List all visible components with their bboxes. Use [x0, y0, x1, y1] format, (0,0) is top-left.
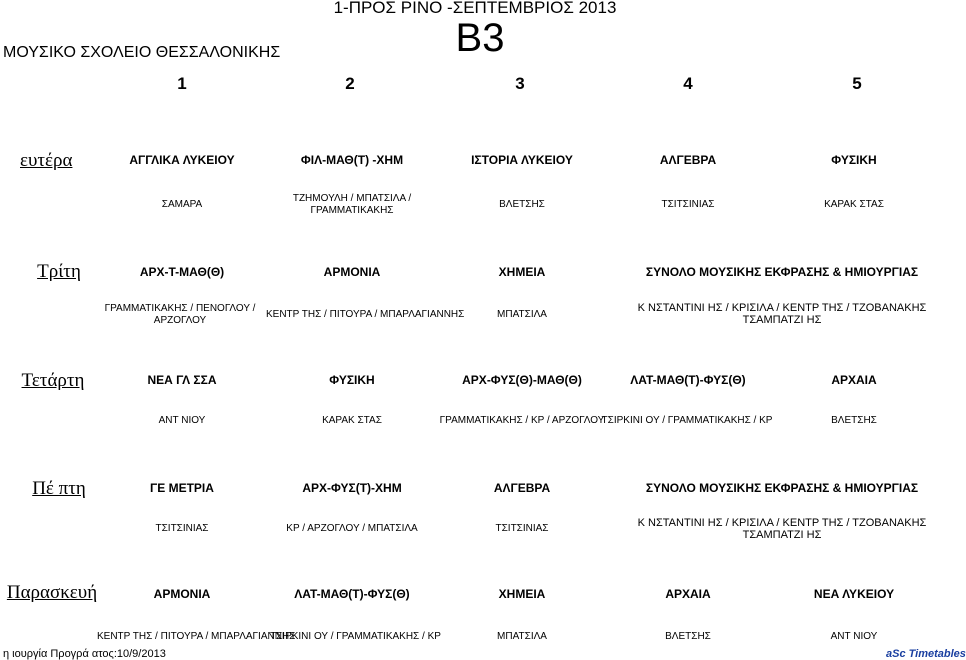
subject-cell: ΛΑΤ-ΜΑΘ(Τ)-ΦΥΣ(Θ) — [294, 587, 410, 601]
period-header: 5 — [852, 74, 862, 93]
subject-cell: ΑΛΓΕΒΡΑ — [493, 481, 551, 495]
period-header: 4 — [683, 74, 693, 93]
subject-cell: ΑΡΜΟΝΙΑ — [153, 587, 211, 601]
subject-cell: ΑΛΓΕΒΡΑ — [659, 153, 717, 167]
teacher-cell: Κ ΝΣΤΑΝΤΙΝΙ ΗΣ / ΚΡΙΣΙΛΑ / ΚΕΝΤΡ ΤΗΣ / ΤΖΟΒΑΝΑΚΗΣ ΤΣΑΜΠΑΤΖΙ ΗΣ — [637, 302, 927, 326]
teacher-cell: ΓΡΑΜΜΑΤΙΚΑΚΗΣ / ΚΡ / ΑΡΖΟΓΛΟΥ — [439, 415, 605, 426]
subject-cell: ΑΡΧΑΙΑ — [831, 373, 877, 387]
subject-cell: ΑΡΧ-ΦΥΣ(Τ)-ΧΗΜ — [302, 481, 402, 495]
teacher-cell: ΤΖΗΜΟΥΛΗ / ΜΠΑΤΣΙΛΑ / ΓΡΑΜΜΑΤΙΚΑΚΗΣ — [292, 193, 412, 216]
teacher-cell: ΤΣΙΤΣΙΝΙΑΣ — [661, 199, 715, 210]
teacher-cell: ΤΣΙΤΣΙΝΙΑΣ — [495, 523, 549, 534]
teacher-cell: ΚΕΝΤΡ ΤΗΣ / ΠΙΤΟΥΡΑ / ΜΠΑΡΛΑΓΙΑΝΝΗΣ — [266, 309, 465, 320]
teacher-cell: ΒΛΕΤΣΗΣ — [831, 415, 877, 426]
teacher-cell: ΑΝΤ ΝΙΟΥ — [158, 415, 206, 426]
teacher-cell: ΜΠΑΤΣΙΛΑ — [497, 631, 547, 642]
subject-cell: ΝΕΑ ΛΥΚΕΙΟΥ — [813, 587, 895, 601]
teacher-cell: ΒΛΕΤΣΗΣ — [665, 631, 711, 642]
subject-cell: ΦΥΣΙΚΗ — [329, 373, 375, 387]
teacher-cell: ΚΑΡΑΚ ΣΤΑΣ — [824, 199, 884, 210]
teacher-cell: ΣΑΜΑΡΑ — [161, 199, 203, 210]
day-label-tuesday: Τρίτη — [37, 261, 81, 282]
period-header: 1 — [177, 74, 187, 93]
period-header: 3 — [515, 74, 525, 93]
creation-date: η ιουργία Προγρά ατος:10/9/2013 — [3, 648, 166, 660]
school-name: ΜΟΥΣΙΚΟ ΣΧΟΛΕΙΟ ΘΕΣΣΑΛΟΝΙΚΗΣ — [3, 44, 281, 61]
teacher-cell: ΚΑΡΑΚ ΣΤΑΣ — [322, 415, 382, 426]
subject-cell: ΑΡΧΑΙΑ — [665, 587, 711, 601]
subject-cell: ΣΥΝΟΛΟ ΜΟΥΣΙΚΗΣ ΕΚΦΡΑΣΗΣ & ΗΜΙΟΥΡΓΙΑΣ — [645, 481, 919, 495]
teacher-cell: ΓΡΑΜΜΑΤΙΚΑΚΗΣ / ΠΕΝΟΓΛΟΥ / ΑΡΖΟΓΛΟΥ — [104, 303, 256, 326]
subject-cell: ΧΗΜΕΙΑ — [498, 587, 546, 601]
teacher-cell: ΤΣΙΡΚΙΝΙ ΟΥ / ΓΡΑΜΜΑΤΙΚΑΚΗΣ / ΚΡ — [270, 631, 441, 642]
subject-cell: ΧΗΜΕΙΑ — [498, 265, 546, 279]
period-header: 2 — [345, 74, 355, 93]
subject-cell: ΑΡΧ-Τ-ΜΑΘ(Θ) — [139, 265, 225, 279]
teacher-cell: ΒΛΕΤΣΗΣ — [499, 199, 545, 210]
subject-cell: ΝΕΑ ΓΛ ΣΣΑ — [147, 373, 217, 387]
teacher-cell: ΜΠΑΤΣΙΛΑ — [497, 309, 547, 320]
teacher-cell: ΤΣΙΤΣΙΝΙΑΣ — [155, 523, 209, 534]
day-label-wednesday: Τετάρτη — [21, 370, 85, 391]
class-name: Β3 — [455, 16, 505, 60]
teacher-cell: ΑΝΤ ΝΙΟΥ — [830, 631, 878, 642]
period-title: 1-ΠΡΟΣ ΡΙΝΟ -ΣΕΠΤΕΜΒΡΙΟΣ 2013 — [333, 0, 617, 17]
subject-cell: ΓΕ ΜΕΤΡΙΑ — [150, 481, 214, 495]
teacher-cell: ΤΣΙΡΚΙΝΙ ΟΥ / ΓΡΑΜΜΑΤΙΚΑΚΗΣ / ΚΡ — [601, 415, 773, 426]
software-credit: aSc Timetables — [886, 648, 966, 660]
day-label-monday: ευτέρα — [20, 150, 73, 171]
subject-cell: ΛΑΤ-ΜΑΘ(Τ)-ΦΥΣ(Θ) — [630, 373, 746, 387]
subject-cell: ΣΥΝΟΛΟ ΜΟΥΣΙΚΗΣ ΕΚΦΡΑΣΗΣ & ΗΜΙΟΥΡΓΙΑΣ — [645, 265, 919, 279]
day-label-friday: Παρασκευή — [6, 582, 98, 603]
subject-cell: ΦΙΛ-ΜΑΘ(Τ) -ΧΗΜ — [300, 153, 404, 167]
day-label-thursday: Πέ πτη — [32, 478, 86, 499]
subject-cell: ΑΡΧ-ΦΥΣ(Θ)-ΜΑΘ(Θ) — [462, 373, 582, 387]
subject-cell: ΑΡΜΟΝΙΑ — [323, 265, 381, 279]
teacher-cell: ΚΕΝΤΡ ΤΗΣ / ΠΙΤΟΥΡΑ / ΜΠΑΡΛΑΓΙΑΝΝΗΣ — [97, 631, 296, 642]
subject-cell: ΦΥΣΙΚΗ — [831, 153, 877, 167]
subject-cell: ΙΣΤΟΡΙΑ ΛΥΚΕΙΟΥ — [471, 153, 573, 167]
subject-cell: ΑΓΓΛΙΚΑ ΛΥΚΕΙΟΥ — [129, 153, 235, 167]
teacher-cell: ΚΡ / ΑΡΖΟΓΛΟΥ / ΜΠΑΤΣΙΛΑ — [286, 523, 418, 534]
teacher-cell: Κ ΝΣΤΑΝΤΙΝΙ ΗΣ / ΚΡΙΣΙΛΑ / ΚΕΝΤΡ ΤΗΣ / ΤΖΟΒΑΝΑΚΗΣ ΤΣΑΜΠΑΤΖΙ ΗΣ — [637, 517, 927, 541]
